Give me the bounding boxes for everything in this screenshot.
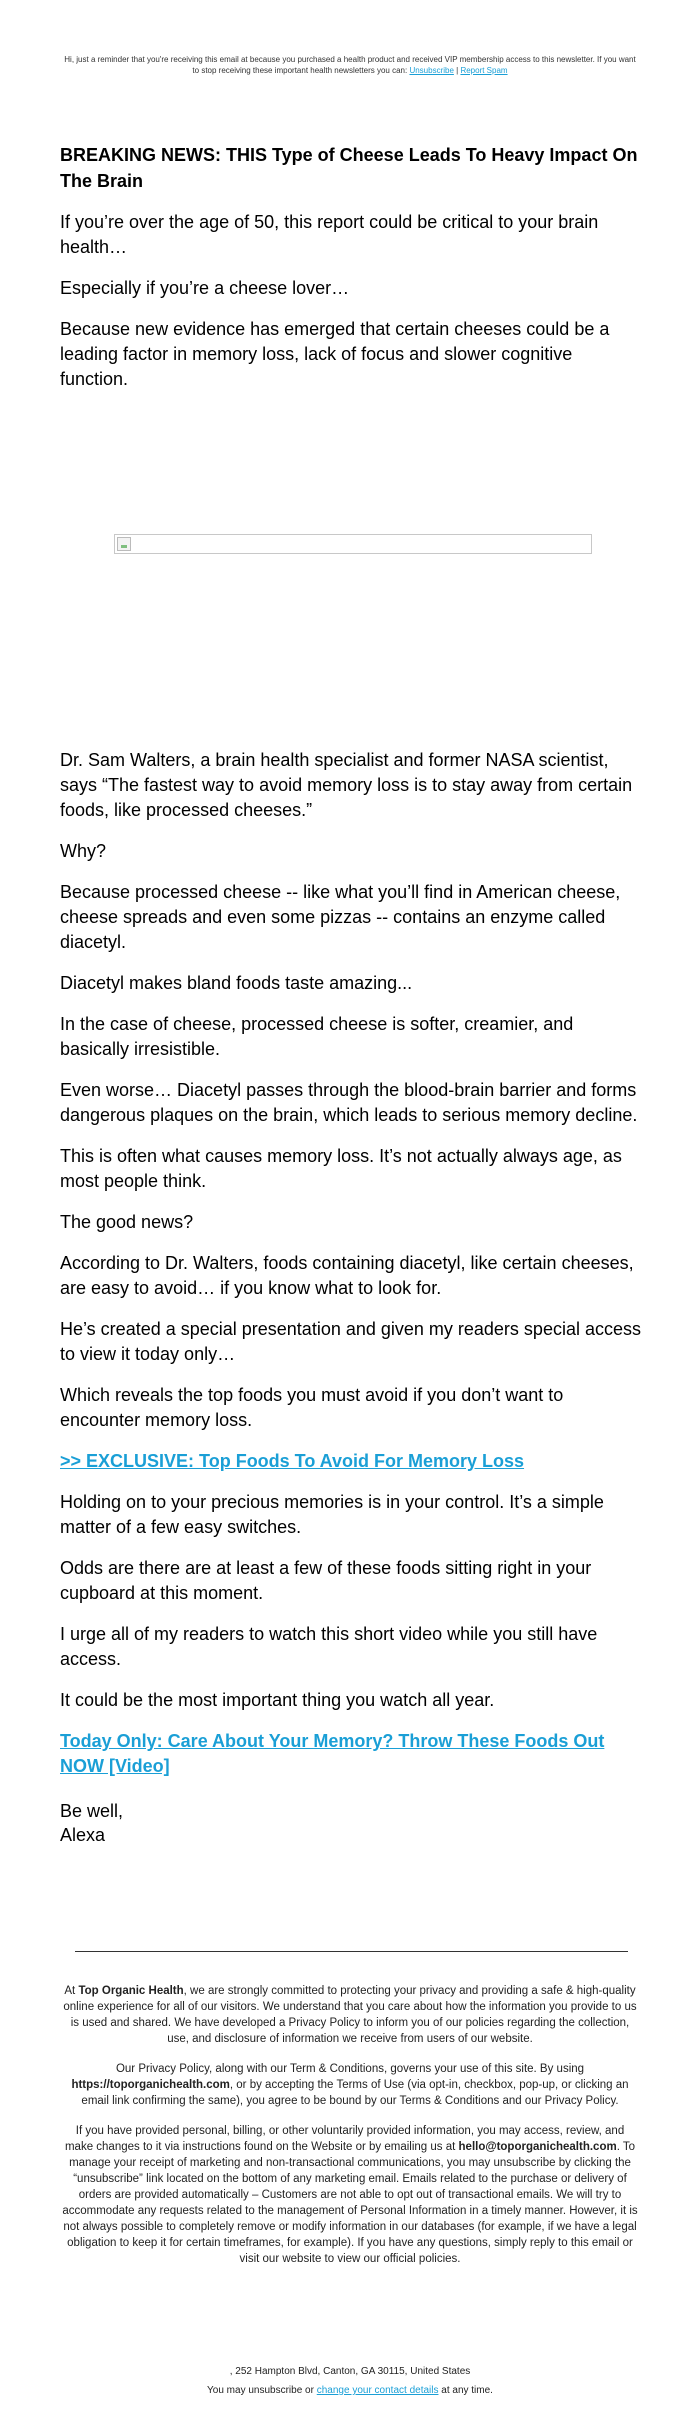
notice-text: Hi, just a reminder that you're receiving this email at because you purchased a health product and received VIP membership access to this newsletter. If you want to stop receiving these important health newsletters you can: [64,55,636,75]
body-paragraph: According to Dr. Walters, foods containing diacetyl, like certain cheeses, are easy to avoid… if you know what to look for. [60,1253,634,1298]
video-cta-link[interactable]: Today Only: Care About Your Memory? Throw These Foods Out NOW [Video] [60,1731,605,1776]
change-contact-details-link[interactable]: change your contact details [316,2385,439,2396]
body-paragraph: Because processed cheese -- like what you’ll find in American cheese, cheese spreads and even some pizzas -- contains an enzyme called diacetyl. [60,882,621,952]
body-paragraph: Odds are there are at least a few of these foods sitting right in your cupboard at this moment. [60,1558,592,1603]
body-paragraph: The good news? [60,1212,194,1232]
brand-name: Top Organic Health [78,1985,184,1997]
article-image-area [60,408,645,740]
notice-separator: | [453,66,461,75]
signoff-greeting: Be well, [60,1801,124,1821]
unsub-text: at any time. [438,2385,493,2396]
body-paragraph: Why? [60,841,107,861]
privacy-paragraph [62,1983,638,2047]
top-notice [60,54,640,76]
body-paragraph: Holding on to your precious memories is in your control. It’s a simple matter of a few easy switches. [60,1492,604,1537]
intro-paragraph: If you’re over the age of 50, this report could be critical to your brain health… [60,212,599,257]
signoff-signature: Alexa [60,1825,106,1845]
footer-divider [75,1951,628,1952]
privacy-text: , we are strongly committed to protecting your privacy and providing a safe & high-quality online experience for all of our visitors. We understand that you care about how the information you provide to us is used and shared. We have developed a Privacy Policy to inform you of our policies regarding the collection, use, and disclosure of information we receive from users of our website. [63,1985,637,2045]
mailing-address: , 252 Hampton Blvd, Canton, GA 30115, United States [229,2366,471,2377]
signoff [60,1799,645,1847]
body-paragraph: Dr. Sam Walters, a brain health specialist and former NASA scientist, says “The fastest way to avoid memory loss is to stay away from certain foods, like processed cheeses.” [60,750,633,820]
intro-paragraph: Because new evidence has emerged that certain cheeses could be a leading factor in memory loss, lack of focus and slower cognitive function. [60,319,610,389]
body-paragraph: Even worse… Diacetyl passes through the blood-brain barrier and forms dangerous plaques on the brain, which leads to serious memory decline. [60,1080,638,1125]
data-access-text: If you have provided personal, billing, or other voluntarily provided information, you may access, review, and make changes to it via instructions found on the Website or by emailing us at [64,2125,625,2153]
cta-paragraph [60,1729,645,1779]
intro-paragraph: Especially if you’re a cheese lover… [60,278,350,298]
report-spam-link[interactable]: Report Spam [460,66,508,75]
site-url: https://toporganichealth.com [71,2079,230,2091]
article-headline: BREAKING NEWS: THIS Type of Cheese Leads To Heavy Impact On The Brain [60,145,638,191]
body-paragraph: Diacetyl makes bland foods taste amazing... [60,973,413,993]
body-paragraph: He’s created a special presentation and given my readers special access to view it today only… [60,1319,641,1364]
contact-email: hello@toporganichealth.com [458,2141,617,2153]
terms-paragraph [62,2061,638,2109]
body-paragraph: I urge all of my readers to watch this short video while you still have access. [60,1624,598,1669]
unsubscribe-line [60,2384,640,2398]
footer-privacy [62,1983,638,2281]
unsub-text: You may unsubscribe or [207,2385,317,2396]
body-paragraph: Which reveals the top foods you must avoid if you don’t want to encounter memory loss. [60,1385,564,1430]
terms-text: Our Privacy Policy, along with our Term & Conditions, governs your use of this site. By using [115,2063,585,2075]
exclusive-cta-link[interactable]: >> EXCLUSIVE: Top Foods To Avoid For Memory Loss [60,1451,525,1471]
unsubscribe-link[interactable]: Unsubscribe [409,66,454,75]
article-content [60,142,645,1847]
data-access-text: . To manage your receipt of marketing and non-transactional communications, you may unsubscribe by clicking the “unsubscribe” link located on the bottom of any marketing email. Emails related to the purchase or delivery of orders are provided automatically – Customers are not able to opt out of transactional emails. We will try to accommodate any requests related to the management of Personal Information in a timely manner. However, it is not always possible to completely remove or modify information in our databases (for example, if we have a legal obligation to keep it for certain timeframes, for example). If you have any questions, simply reply to this email or visit our website to view our official policies. [62,2141,638,2265]
article-image[interactable] [114,534,592,554]
cta-paragraph [60,1449,645,1474]
body-paragraph: It could be the most important thing you watch all year. [60,1690,495,1710]
body-paragraph: This is often what causes memory loss. It’s not actually always age, as most people think. [60,1146,622,1191]
terms-text: , or by accepting the Terms of Use (via opt-in, checkbox, pop-up, or clicking an email link confirming the same), you agree to be bound by our Terms & Conditions and our Privacy Policy. [81,2079,629,2107]
body-paragraph: In the case of cheese, processed cheese is softer, creamier, and basically irresistible. [60,1014,574,1059]
data-access-paragraph [62,2123,638,2267]
privacy-text: At [64,1985,79,1997]
broken-image-icon [117,537,131,551]
